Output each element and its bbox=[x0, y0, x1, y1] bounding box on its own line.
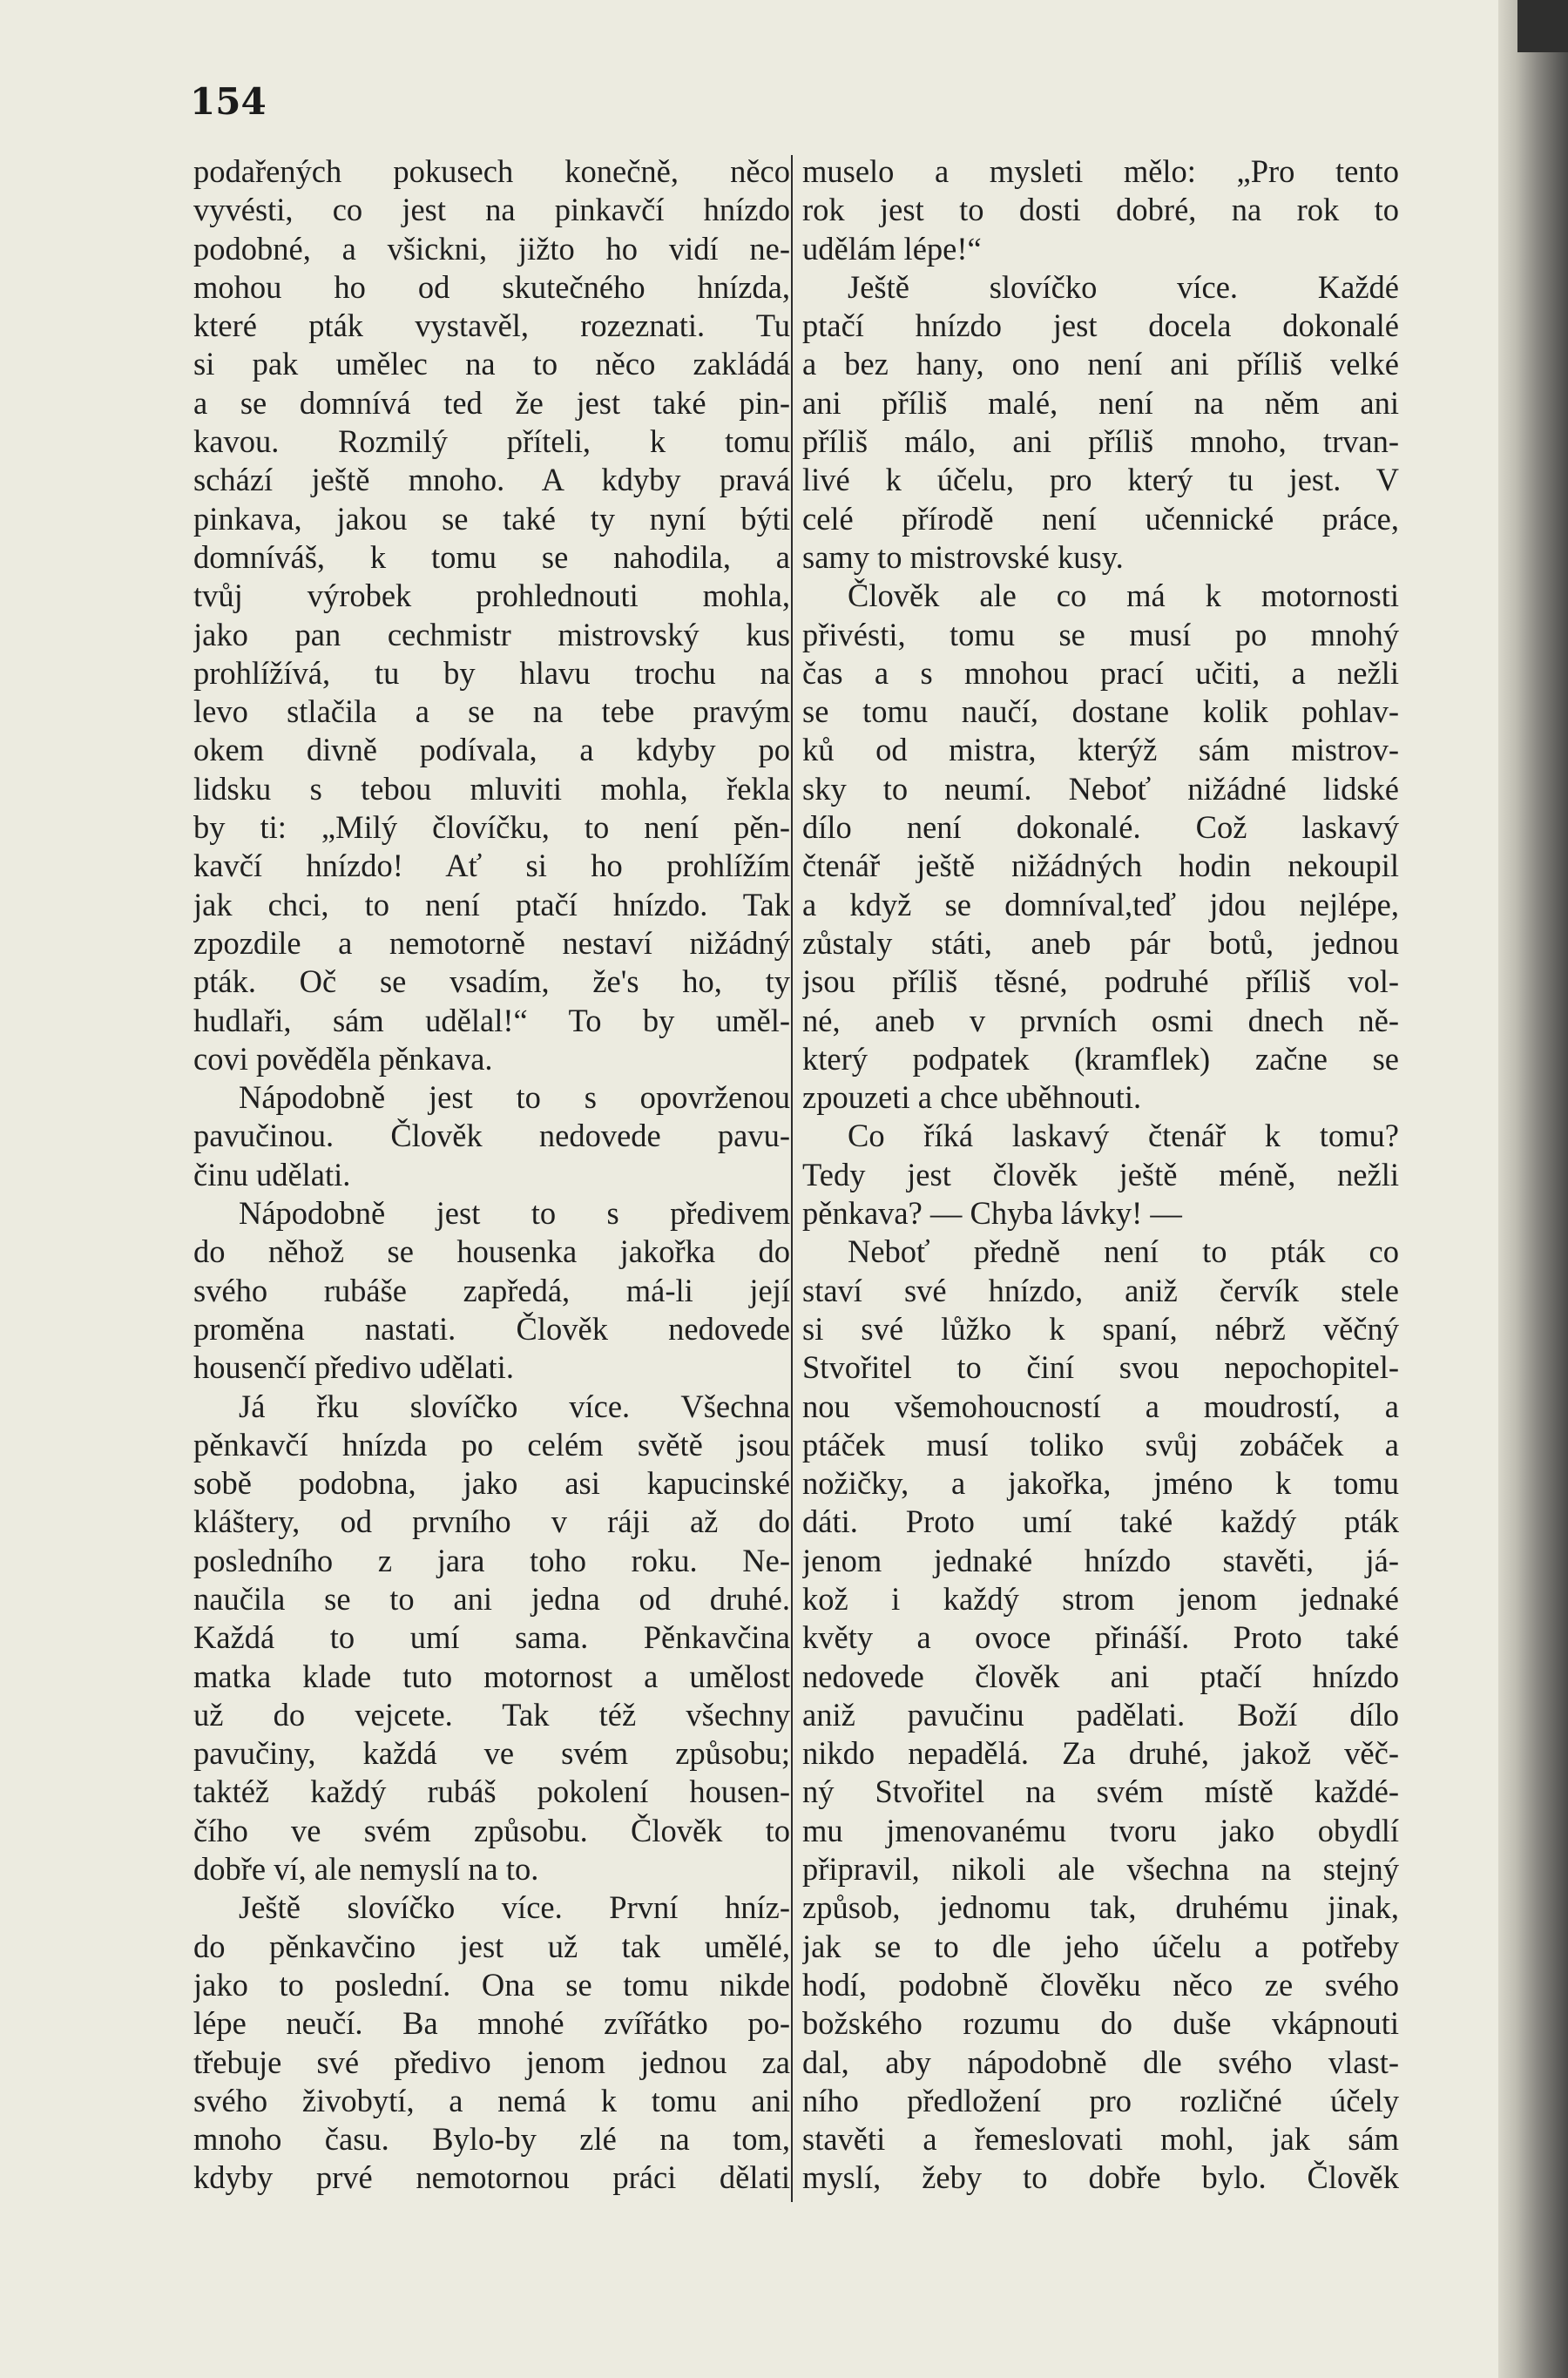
text-line: do pěnkavčino jest už tak umělé, bbox=[193, 1928, 790, 1964]
text-line: né, aneb v prvních osmi dnech ně- bbox=[802, 1002, 1399, 1038]
text-line: nikdo nepadělá. Za druhé, jakož věč- bbox=[802, 1735, 1399, 1772]
text-line: podařených pokusech konečně, něco bbox=[193, 153, 790, 189]
text-line: myslí, žeby to dobře bylo. Člověk bbox=[802, 2159, 1399, 2196]
text-line: činu udělati. bbox=[193, 1156, 351, 1192]
text-line: si své lůžko k spaní, nébrž věčný bbox=[802, 1310, 1399, 1347]
text-line: ního předložení pro rozličné účely bbox=[802, 2082, 1399, 2118]
text-line: domníváš, k tomu se nahodila, a bbox=[193, 538, 790, 575]
text-line: Ještě slovíčko více. Každé bbox=[848, 268, 1399, 305]
text-line: housenčí předivo udělati. bbox=[193, 1349, 514, 1386]
text-line: okem divně podívala, a kdyby po bbox=[193, 732, 790, 768]
text-line: zpozdile a nemotorně nestaví nižádný bbox=[193, 924, 790, 961]
text-line: pavučiny, každá ve svém způsobu; bbox=[193, 1735, 790, 1772]
text-line: hudlaři, sám udělal!“ To by uměl- bbox=[193, 1002, 790, 1038]
text-line: dílo není dokonalé. Což laskavý bbox=[802, 809, 1399, 846]
text-line: muselo a mysleti mělo: „Pro tento bbox=[802, 153, 1399, 189]
text-line: levo stlačila a se na tebe pravým bbox=[193, 693, 790, 730]
text-line: dobře ví, ale nemyslí na to. bbox=[193, 1851, 539, 1888]
book-edge-corner bbox=[1517, 0, 1568, 52]
text-line: svého rubáše zapředá, má-li její bbox=[193, 1272, 790, 1308]
text-line: se tomu naučí, dostane kolik pohlav- bbox=[802, 693, 1399, 730]
text-line: jak se to dle jeho účelu a potřeby bbox=[802, 1928, 1399, 1964]
book-edge-shadow bbox=[1498, 0, 1568, 2378]
text-line: Člověk ale co má k motornosti bbox=[848, 578, 1399, 614]
text-line: dal, aby nápodobně dle svého vlast- bbox=[802, 2044, 1399, 2080]
text-line: mu jmenovanému tvoru jako obydlí bbox=[802, 1812, 1399, 1848]
text-line: božského rozumu do duše vkápnouti bbox=[802, 2005, 1399, 2042]
text-line: matka klade tuto motornost a umělost bbox=[193, 1658, 790, 1694]
text-line: podobné, a všickni, jižto ho vidí ne- bbox=[193, 230, 790, 267]
text-line: sobě podobna, jako asi kapucinské bbox=[193, 1465, 790, 1502]
text-line: nou všemohoucností a moudrostí, a bbox=[802, 1388, 1399, 1424]
text-line: Neboť předně není to pták co bbox=[848, 1233, 1399, 1270]
text-line: ný Stvořitel na svém místě každé- bbox=[802, 1773, 1399, 1810]
text-line: by ti: „Milý človíčku, to není pěn- bbox=[193, 809, 790, 846]
text-line: které pták vystavěl, rozeznati. Tu bbox=[193, 307, 790, 344]
text-line: staví své hnízdo, aniž červík stele bbox=[802, 1272, 1399, 1308]
text-line: který podpatek (kramflek) začne se bbox=[802, 1040, 1399, 1077]
left-column bbox=[193, 152, 790, 2198]
text-line: pinkava, jakou se také ty nyní býti bbox=[193, 500, 790, 537]
text-line: covi pověděla pěnkava. bbox=[193, 1040, 493, 1077]
text-line: proměna nastati. Člověk nedovede bbox=[193, 1310, 790, 1347]
text-line: způsob, jednomu tak, druhému jinak, bbox=[802, 1889, 1399, 1926]
text-line: třebuje své předivo jenom jednou za bbox=[193, 2044, 790, 2080]
text-line: jako to poslední. Ona se tomu nikde bbox=[193, 1966, 790, 2003]
text-line: jak chci, to není ptačí hnízdo. Tak bbox=[193, 886, 790, 922]
text-line: stavěti a řemeslovati mohl, jak sám bbox=[802, 2121, 1399, 2158]
text-line: aniž pavučinu padělati. Boží dílo bbox=[802, 1696, 1399, 1733]
text-line: ků od mistra, kterýž sám mistrov- bbox=[802, 732, 1399, 768]
text-line: lidsku s tebou mluviti mohla, řekla bbox=[193, 770, 790, 807]
column-divider bbox=[791, 155, 793, 2202]
text-line: pěnkavčí hnízda po celém světě jsou bbox=[193, 1426, 790, 1463]
text-line: Co říká laskavý čtenář k tomu? bbox=[848, 1118, 1399, 1154]
text-line: prohlížívá, tu by hlavu trochu na bbox=[193, 654, 790, 691]
text-line: jenom jednaké hnízdo stavěti, já- bbox=[802, 1542, 1399, 1578]
text-line: čího ve svém způsobu. Člověk to bbox=[193, 1812, 790, 1848]
text-line: čas a s mnohou prací učiti, a nežli bbox=[802, 654, 1399, 691]
text-line: Ještě slovíčko více. První hníz- bbox=[239, 1889, 790, 1926]
text-line: jsou příliš těsné, podruhé příliš vol- bbox=[802, 963, 1399, 1000]
text-line: květy a ovoce přináší. Proto také bbox=[802, 1619, 1399, 1656]
text-line: a bez hany, ono není ani příliš velké bbox=[802, 346, 1399, 382]
text-line: posledního z jara toho roku. Ne- bbox=[193, 1542, 790, 1578]
text-line: už do vejcete. Tak též všechny bbox=[193, 1696, 790, 1733]
text-line: zůstaly státi, aneb pár botů, jednou bbox=[802, 924, 1399, 961]
text-line: naučila se to ani jedna od druhé. bbox=[193, 1580, 790, 1617]
text-line: rok jest to dosti dobré, na rok to bbox=[802, 192, 1399, 228]
text-line: schází ještě mnoho. A kdyby pravá bbox=[193, 462, 790, 498]
text-line: livé k účelu, pro který tu jest. V bbox=[802, 462, 1399, 498]
text-line: a když se domníval,teď jdou nejlépe, bbox=[802, 886, 1399, 922]
text-line: přivésti, tomu se musí po mnohý bbox=[802, 616, 1399, 652]
text-line: kož i každý strom jenom jednaké bbox=[802, 1580, 1399, 1617]
text-line: vyvésti, co jest na pinkavčí hnízdo bbox=[193, 192, 790, 228]
text-line: do něhož se housenka jakořka do bbox=[193, 1233, 790, 1270]
text-line: pavučinou. Člověk nedovede pavu- bbox=[193, 1118, 790, 1154]
text-line: mohou ho od skutečného hnízda, bbox=[193, 268, 790, 305]
text-line: příliš málo, ani příliš mnoho, trvan- bbox=[802, 423, 1399, 460]
page-number: 154 bbox=[190, 80, 267, 123]
text-line: Já řku slovíčko více. Všechna bbox=[239, 1388, 790, 1424]
text-line: a se domnívá ted že jest také pin- bbox=[193, 384, 790, 421]
text-line: Nápodobně jest to s opovrženou bbox=[239, 1079, 790, 1116]
text-line: hodí, podobně člověku něco ze svého bbox=[802, 1966, 1399, 2003]
text-line: lépe neučí. Ba mnohé zvířátko po- bbox=[193, 2005, 790, 2042]
text-line: jako pan cechmistr mistrovský kus bbox=[193, 616, 790, 652]
text-line: pěnkava? — Chyba lávky! — bbox=[802, 1195, 1182, 1232]
text-line: Tedy jest člověk ještě méně, nežli bbox=[802, 1156, 1399, 1192]
text-line: kavčí hnízdo! Ať si ho prohlížím bbox=[193, 848, 790, 884]
text-line: Každá to umí sama. Pěnkavčina bbox=[193, 1619, 790, 1656]
text-line: ptačí hnízdo jest docela dokonalé bbox=[802, 307, 1399, 344]
text-line: si pak umělec na to něco zakládá bbox=[193, 346, 790, 382]
text-line: mnoho času. Bylo-by zlé na tom, bbox=[193, 2121, 790, 2158]
text-line: sky to neumí. Neboť nižádné lidské bbox=[802, 770, 1399, 807]
text-line: taktéž každý rubáš pokolení housen- bbox=[193, 1773, 790, 1810]
text-line: nedovede člověk ani ptačí hnízdo bbox=[802, 1658, 1399, 1694]
text-line: dáti. Proto umí také každý pták bbox=[802, 1503, 1399, 1540]
text-line: celé přírodě není učennické práce, bbox=[802, 500, 1399, 537]
text-line: kláštery, od prvního v ráji až do bbox=[193, 1503, 790, 1540]
text-line: Stvořitel to činí svou nepochopitel- bbox=[802, 1349, 1399, 1386]
text-line: udělám lépe!“ bbox=[802, 230, 982, 267]
text-line: tvůj výrobek prohlednouti mohla, bbox=[193, 578, 790, 614]
text-line: kavou. Rozmilý příteli, k tomu bbox=[193, 423, 790, 460]
text-line: svého živobytí, a nemá k tomu ani bbox=[193, 2082, 790, 2118]
text-line: čtenář ještě nižádných hodin nekoupil bbox=[802, 848, 1399, 884]
text-line: samy to mistrovské kusy. bbox=[802, 538, 1124, 575]
text-line: zpouzeti a chce uběhnouti. bbox=[802, 1079, 1142, 1116]
right-column bbox=[802, 152, 1399, 2198]
text-line: kdyby prvé nemotornou práci dělati bbox=[193, 2159, 790, 2196]
text-line: připravil, nikoli ale všechna na stejný bbox=[802, 1851, 1399, 1888]
text-line: ani příliš malé, není na něm ani bbox=[802, 384, 1399, 421]
text-line: Nápodobně jest to s předivem bbox=[239, 1195, 790, 1232]
text-line: ptáček musí toliko svůj zobáček a bbox=[802, 1426, 1399, 1463]
text-line: nožičky, a jakořka, jméno k tomu bbox=[802, 1465, 1399, 1502]
text-line: pták. Oč se vsadím, že's ho, ty bbox=[193, 963, 790, 1000]
